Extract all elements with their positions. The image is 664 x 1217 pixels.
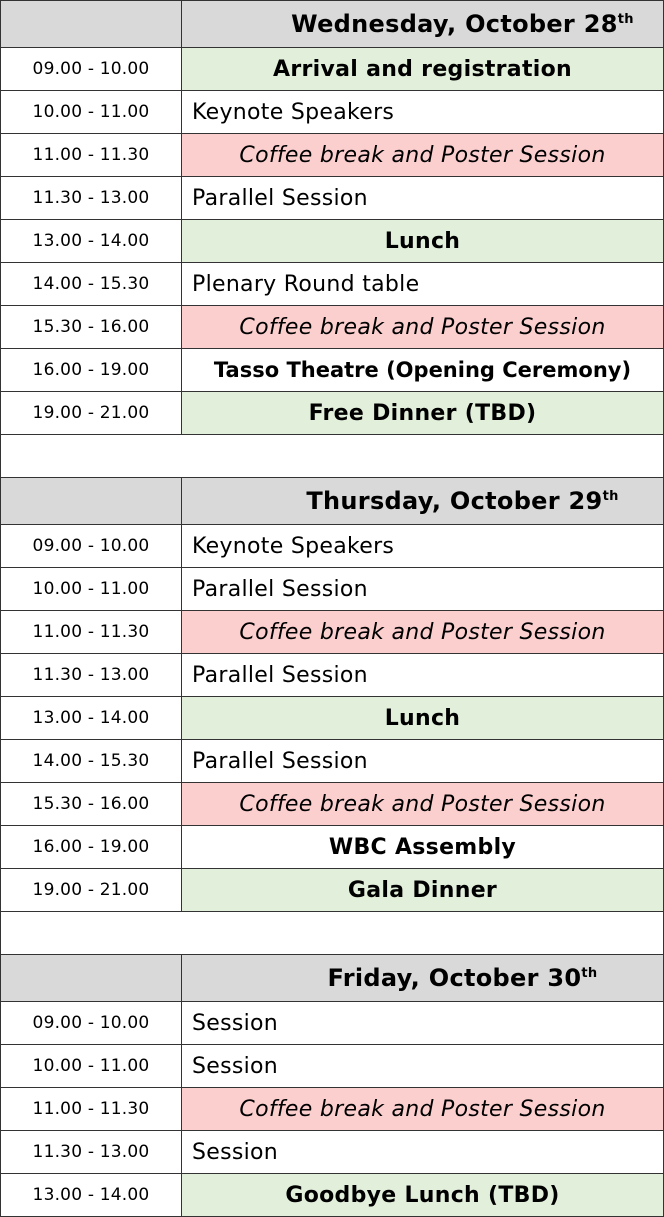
time-slot: 11.00 - 11.30 bbox=[1, 611, 182, 654]
activity-meal: Arrival and registration bbox=[182, 48, 664, 91]
time-slot: 13.00 - 14.00 bbox=[1, 220, 182, 263]
schedule-row bbox=[1, 783, 664, 826]
day-title bbox=[182, 1, 664, 48]
spacer-row bbox=[1, 912, 664, 955]
activity-meal: Lunch bbox=[182, 697, 664, 740]
header-time-cell bbox=[1, 955, 182, 1002]
day-header-friday bbox=[1, 955, 664, 1002]
day-title-text: Wednesday, October 28 bbox=[291, 10, 618, 38]
day-header-thursday bbox=[1, 478, 664, 525]
header-time-cell bbox=[1, 1, 182, 48]
schedule-row bbox=[1, 1174, 664, 1217]
time-slot: 11.30 - 13.00 bbox=[1, 1131, 182, 1174]
time-slot: 19.00 - 21.00 bbox=[1, 392, 182, 435]
activity-event: WBC Assembly bbox=[182, 826, 664, 869]
day-title bbox=[182, 955, 664, 1002]
schedule-row bbox=[1, 1045, 664, 1088]
spacer-cell bbox=[1, 912, 664, 955]
day-title-suffix: th bbox=[617, 12, 634, 27]
schedule-row bbox=[1, 1131, 664, 1174]
time-slot: 09.00 - 10.00 bbox=[1, 1002, 182, 1045]
activity-session: Parallel Session bbox=[182, 740, 664, 783]
schedule-row bbox=[1, 306, 664, 349]
activity-session: Session bbox=[182, 1131, 664, 1174]
day-title-text: Friday, October 30 bbox=[327, 964, 582, 992]
activity-meal: Free Dinner (TBD) bbox=[182, 392, 664, 435]
day-title-suffix: th bbox=[602, 489, 619, 504]
schedule-row bbox=[1, 349, 664, 392]
activity-session: Plenary Round table bbox=[182, 263, 664, 306]
day-title-suffix: th bbox=[581, 966, 598, 981]
schedule-row bbox=[1, 568, 664, 611]
schedule-row bbox=[1, 525, 664, 568]
activity-session: Parallel Session bbox=[182, 654, 664, 697]
time-slot: 16.00 - 19.00 bbox=[1, 826, 182, 869]
activity-session: Session bbox=[182, 1002, 664, 1045]
schedule-row bbox=[1, 869, 664, 912]
schedule-row bbox=[1, 48, 664, 91]
activity-session: Parallel Session bbox=[182, 177, 664, 220]
time-slot: 10.00 - 11.00 bbox=[1, 568, 182, 611]
spacer-row bbox=[1, 435, 664, 478]
day-title bbox=[182, 478, 664, 525]
schedule-row bbox=[1, 654, 664, 697]
activity-coffee-break: Coffee break and Poster Session bbox=[182, 611, 664, 654]
time-slot: 11.30 - 13.00 bbox=[1, 177, 182, 220]
day-header-wednesday bbox=[1, 1, 664, 48]
time-slot: 11.00 - 11.30 bbox=[1, 1088, 182, 1131]
time-slot: 11.00 - 11.30 bbox=[1, 134, 182, 177]
schedule-row bbox=[1, 177, 664, 220]
activity-coffee-break: Coffee break and Poster Session bbox=[182, 134, 664, 177]
schedule-row bbox=[1, 1002, 664, 1045]
activity-session: Parallel Session bbox=[182, 568, 664, 611]
activity-coffee-break: Coffee break and Poster Session bbox=[182, 783, 664, 826]
time-slot: 14.00 - 15.30 bbox=[1, 740, 182, 783]
schedule-row bbox=[1, 1088, 664, 1131]
activity-meal: Gala Dinner bbox=[182, 869, 664, 912]
activity-session: Keynote Speakers bbox=[182, 525, 664, 568]
time-slot: 11.30 - 13.00 bbox=[1, 654, 182, 697]
activity-meal: Lunch bbox=[182, 220, 664, 263]
time-slot: 09.00 - 10.00 bbox=[1, 525, 182, 568]
schedule-row bbox=[1, 91, 664, 134]
time-slot: 14.00 - 15.30 bbox=[1, 263, 182, 306]
schedule-row bbox=[1, 697, 664, 740]
schedule-row bbox=[1, 826, 664, 869]
schedule-row bbox=[1, 740, 664, 783]
time-slot: 15.30 - 16.00 bbox=[1, 306, 182, 349]
activity-event: Tasso Theatre (Opening Ceremony) bbox=[182, 349, 664, 392]
spacer-cell bbox=[1, 435, 664, 478]
schedule-row bbox=[1, 611, 664, 654]
time-slot: 13.00 - 14.00 bbox=[1, 697, 182, 740]
schedule-row bbox=[1, 220, 664, 263]
time-slot: 10.00 - 11.00 bbox=[1, 1045, 182, 1088]
activity-coffee-break: Coffee break and Poster Session bbox=[182, 1088, 664, 1131]
activity-session: Keynote Speakers bbox=[182, 91, 664, 134]
schedule-row bbox=[1, 134, 664, 177]
time-slot: 09.00 - 10.00 bbox=[1, 48, 182, 91]
time-slot: 13.00 - 14.00 bbox=[1, 1174, 182, 1217]
activity-session: Session bbox=[182, 1045, 664, 1088]
activity-meal: Goodbye Lunch (TBD) bbox=[182, 1174, 664, 1217]
schedule-row bbox=[1, 263, 664, 306]
time-slot: 16.00 - 19.00 bbox=[1, 349, 182, 392]
time-slot: 15.30 - 16.00 bbox=[1, 783, 182, 826]
time-slot: 10.00 - 11.00 bbox=[1, 91, 182, 134]
day-title-text: Thursday, October 29 bbox=[306, 487, 603, 515]
schedule-row bbox=[1, 392, 664, 435]
time-slot: 19.00 - 21.00 bbox=[1, 869, 182, 912]
activity-coffee-break: Coffee break and Poster Session bbox=[182, 306, 664, 349]
header-time-cell bbox=[1, 478, 182, 525]
